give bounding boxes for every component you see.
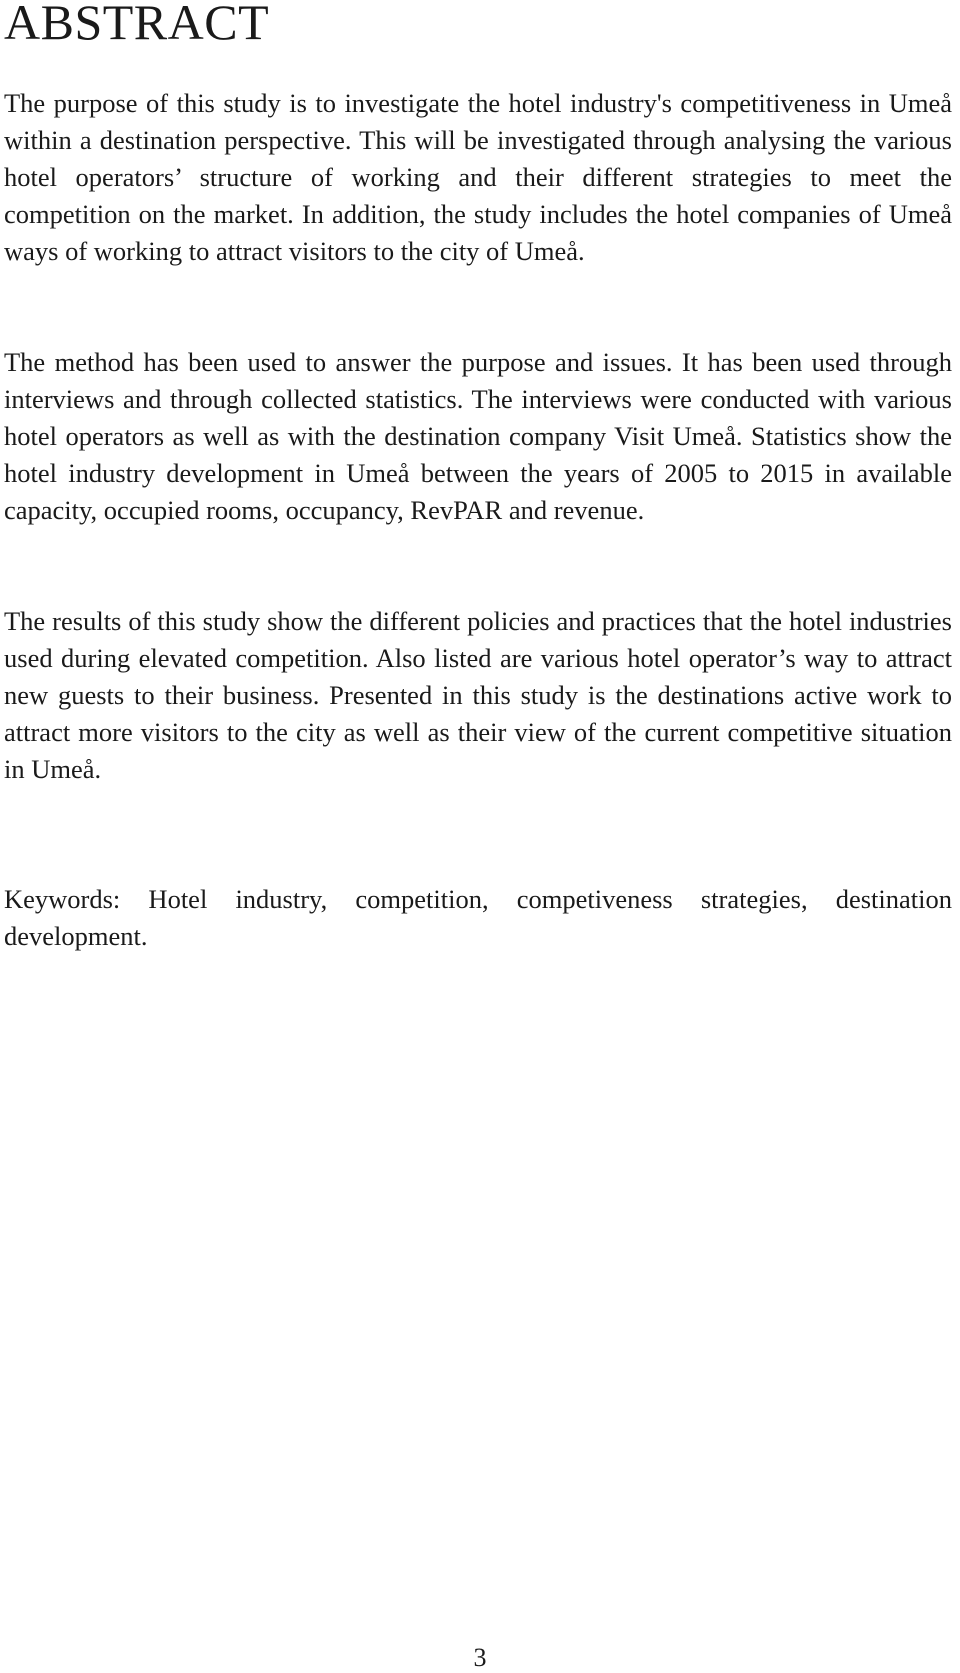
abstract-paragraph-method: The method has been used to answer the purpose and issues. It has been used through interviews and through collected statistics. The interviews were conducted with various hotel operators as well as with the destination company Visit Umeå. Statistics show the hotel industry development in Umeå between the years of 2005 to 2015 in available capacity, occupied rooms, occupancy, RevPAR and revenue. <box>4 347 952 525</box>
abstract-heading: ABSTRACT <box>4 0 270 50</box>
page-number: 3 <box>473 1643 487 1672</box>
keywords-paragraph: Keywords: Hotel industry, competition, competiveness strategies, destination development. <box>4 884 952 951</box>
abstract-paragraph-purpose: The purpose of this study is to investigate the hotel industry's competitiveness in Umeå within a destination perspective. This will be investigated through analysing the various hotel operators’ structure of working and their different strategies to meet the competition on the market. In addition, the study includes the hotel companies of Umeå ways of working to attract visitors to the city of Umeå. <box>4 88 952 266</box>
abstract-paragraph-results: The results of this study show the different policies and practices that the hotel industries used during elevated competition. Also listed are various hotel operator’s way to attract new guests to their business. Presented in this study is the destinations active work to attract more visitors to the city as well as their view of the current competitive situation in Umeå. <box>4 606 952 784</box>
